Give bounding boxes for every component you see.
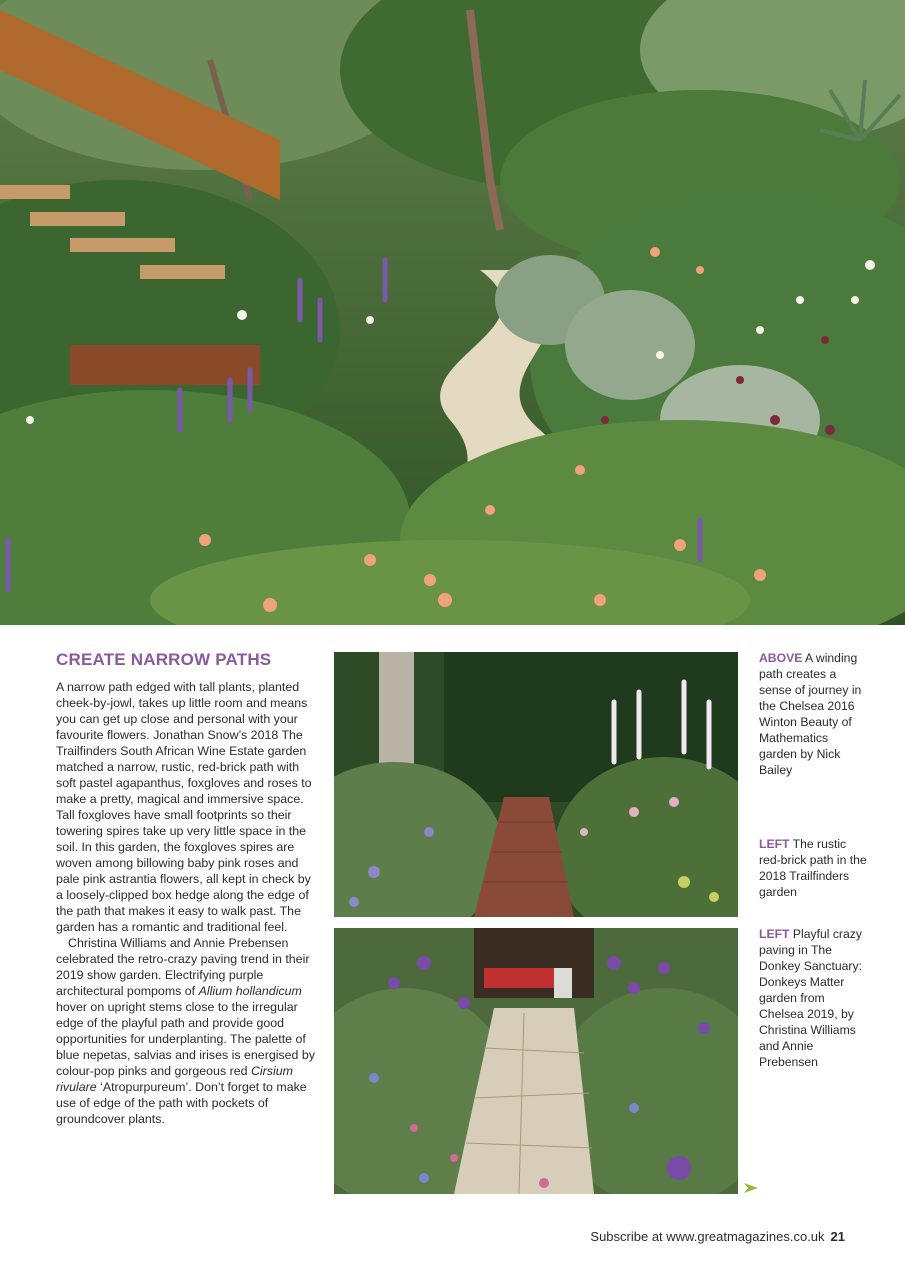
caption-left-crazy-keyword: LEFT <box>759 927 790 941</box>
arrow-right-icon <box>744 1183 758 1193</box>
article-headline: CREATE NARROW PATHS <box>56 650 272 669</box>
caption-left-crazy <box>759 926 869 1070</box>
caption-above-keyword: ABOVE <box>759 651 803 665</box>
caption-left-brick-keyword: LEFT <box>759 837 790 851</box>
caption-left-crazy-text: Playful crazy paving in The Donkey Sanctuary: Donkeys Matter garden from Chelsea 2019, by Christina Williams and Annie Prebensen <box>759 927 862 1069</box>
caption-left-brick-text: The rustic red-brick path in the 2018 Trailfinders garden <box>759 837 867 899</box>
paragraph-2-part-2: hover on upright stems close to the irregular edge of the playful path and provide good opportunities for underplanting. The palette of blue nepetas, salvias and irises is energised by colour-pop pinks and gorgeous red <box>56 1000 315 1078</box>
article-body <box>56 679 318 1127</box>
page-number: 21 <box>830 1229 845 1244</box>
caption-above <box>759 650 869 778</box>
cirsium-latin-name: Cirsium rivulare <box>56 1064 293 1094</box>
crazy-paving-photo <box>334 928 738 1194</box>
paragraph-2-part-1: Christina Williams and Annie Prebensen celebrated the retro-crazy paving trend in their 2019 show garden. Electrifying purple architectural pompoms of <box>56 936 310 998</box>
page-footer <box>590 1229 845 1244</box>
paragraph-2-part-3: ‘Atropurpureum’. Don’t forget to make use of edge of the path with pockets of groundcover plants. <box>56 1080 307 1126</box>
brick-path-photo <box>334 652 738 917</box>
allium-latin-name: Allium hollandicum <box>198 984 302 998</box>
caption-above-text: A winding path creates a sense of journey in the Chelsea 2016 Winton Beauty of Mathematics garden by Nick Bailey <box>759 651 862 777</box>
article-paragraph-1: A narrow path edged with tall plants, planted cheek-by-jowl, takes up little room and means you can get up close and personal with your favourite flowers. Jonathan Snow’s 2018 The Trailfinders South African Wine Estate garden matched a narrow, rustic, red-brick path with soft pastel agapanthus, foxgloves and roses to make a pretty, magical and immersive space. Tall foxgloves have small footprints so their towering spires take up very little space in the soil. In this garden, the foxgloves spires are woven among billowing baby pink roses and pale pink astrantia flowers, all kept in check by a loosely-clipped box hedge along the edge of the path that makes it easy to walk past. The garden has a romantic and traditional feel. <box>56 680 312 934</box>
caption-left-brick <box>759 836 869 900</box>
subscribe-link[interactable]: Subscribe at www.greatmagazines.co.uk <box>590 1229 825 1244</box>
hero-garden-photo <box>0 0 905 625</box>
article-paragraph-2 <box>56 935 318 1127</box>
